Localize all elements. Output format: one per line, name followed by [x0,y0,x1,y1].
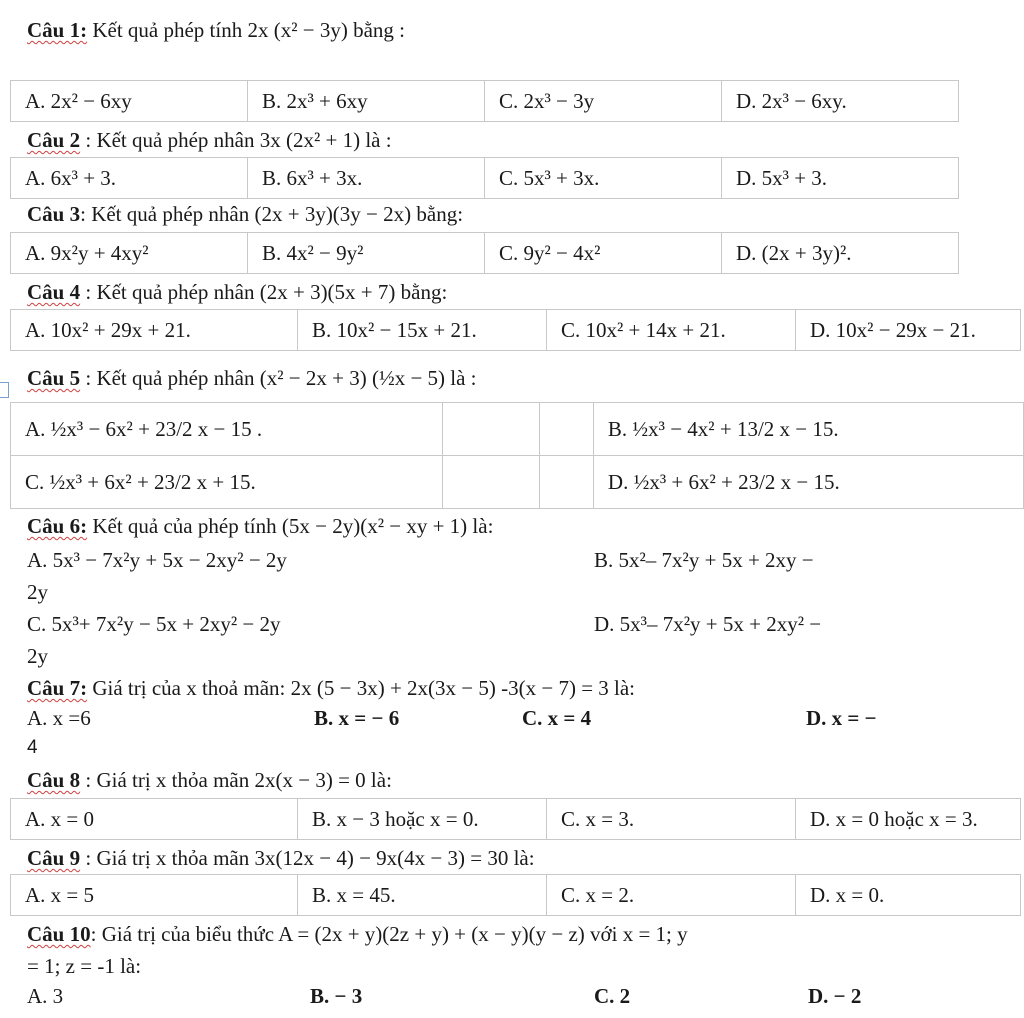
question-6-option-c[interactable]: C. 5x³+ 7x²y − 5x + 2xy² − 2y [27,612,281,636]
question-10-text: : Giá trị của biểu thức A = (2x + y)(2z + y) + (x − y)(y − z) với x = 1; y [90,922,688,946]
question-4-label: Câu 4 [27,280,81,304]
question-5-options [10,402,1024,509]
question-2-option-b[interactable]: B. 6x³ + 3x. [248,158,485,199]
question-7-option-d[interactable]: D. x = − [806,706,877,730]
question-6-option-d[interactable]: D. 5x³– 7x²y + 5x + 2xy² − [594,612,822,636]
question-2-option-d[interactable]: D. 5x³ + 3. [722,158,959,199]
question-8-options [10,798,1021,840]
question-5-label: Câu 5 [27,366,81,390]
question-10-text-cont: = 1; z = -1 là: [27,954,142,978]
question-7-text: Giá trị của x thoả mãn: 2x (5 − 3x) + 2x(3x − 5) -3(x − 7) = 3 là: [87,676,636,700]
question-4-option-a[interactable]: A. 10x² + 29x + 21. [11,310,298,351]
question-2-options [10,157,959,199]
question-5-option-c[interactable]: C. ½x³ + 6x² + 23/2 x + 15. [11,456,443,509]
question-10-option-d[interactable]: D. − 2 [808,984,862,1008]
question-8-option-c[interactable]: C. x = 3. [547,799,796,840]
question-2-option-c[interactable]: C. 5x³ + 3x. [485,158,722,199]
question-1-option-d[interactable]: D. 2x³ − 6xy. [722,81,959,122]
question-3-option-d[interactable]: D. (2x + 3y)². [722,233,959,274]
question-3 [27,200,463,228]
question-2-label: Câu 2 [27,128,81,152]
question-8-label: Câu 8 [27,768,81,792]
question-7-option-b[interactable]: B. x = − 6 [314,706,400,730]
question-3-text: : Kết quả phép nhân (2x + 3y)(3y − 2x) bằng: [80,202,464,226]
question-6-option-b-cont: 2y [27,580,48,604]
question-6-option-d-cont: 2y [27,644,48,668]
question-6-option-a[interactable]: A. 5x³ − 7x²y + 5x − 2xy² − 2y [27,548,287,572]
question-8-option-a[interactable]: A. x = 0 [11,799,298,840]
question-9-label: Câu 9 [27,846,81,870]
question-5 [27,364,477,392]
question-5-option-b[interactable]: B. ½x³ − 4x² + 13/2 x − 15. [593,403,1023,456]
question-9 [27,844,535,872]
question-10-option-b[interactable]: B. − 3 [310,984,363,1008]
question-5-text: : Kết quả phép nhân (x² − 2x + 3) (½x − 5) là : [80,366,477,390]
question-1 [27,16,405,44]
question-7-option-a[interactable]: A. x =6 [27,706,91,730]
question-7-option-d-cont: 4 [27,737,38,758]
question-5-option-d[interactable]: D. ½x³ + 6x² + 23/2 x − 15. [593,456,1023,509]
question-8 [27,766,392,794]
question-9-option-d[interactable]: D. x = 0. [796,875,1021,916]
question-4-option-c[interactable]: C. 10x² + 14x + 21. [547,310,796,351]
question-1-option-b[interactable]: B. 2x³ + 6xy [248,81,485,122]
question-9-text: : Giá trị x thỏa mãn 3x(12x − 4) − 9x(4x − 3) = 30 là: [80,846,535,870]
question-1-option-a[interactable]: A. 2x² − 6xy [11,81,248,122]
question-4-option-d[interactable]: D. 10x² − 29x − 21. [796,310,1021,351]
question-8-text: : Giá trị x thỏa mãn 2x(x − 3) = 0 là: [80,768,392,792]
question-6-option-b[interactable]: B. 5x²– 7x²y + 5x + 2xy − [594,548,814,572]
question-3-option-a[interactable]: A. 9x²y + 4xy² [11,233,248,274]
question-10-option-c[interactable]: C. 2 [594,984,631,1008]
question-5-option-a[interactable]: A. ½x³ − 6x² + 23/2 x − 15 . [11,403,443,456]
question-3-option-b[interactable]: B. 4x² − 9y² [248,233,485,274]
question-3-option-c[interactable]: C. 9y² − 4x² [485,233,722,274]
question-9-options [10,874,1021,916]
question-1-option-c[interactable]: C. 2x³ − 3y [485,81,722,122]
question-4-options [10,309,1021,351]
question-5-empty-cell [443,456,540,509]
question-3-label: Câu 3 [27,202,81,226]
question-5-empty-cell [443,403,540,456]
question-2 [27,126,392,154]
question-5-empty-cell [539,403,593,456]
question-6-label: Câu 6: [27,514,88,538]
question-2-text: : Kết quả phép nhân 3x (2x² + 1) là : [80,128,392,152]
question-5-empty-cell [539,456,593,509]
question-4 [27,278,447,306]
question-6-text: Kết quả của phép tính (5x − 2y)(x² − xy + 1) là: [87,514,494,538]
question-8-option-b[interactable]: B. x − 3 hoặc x = 0. [298,799,547,840]
question-1-text: Kết quả phép tính 2x (x² − 3y) bằng : [92,18,406,42]
question-3-options [10,232,959,274]
question-9-option-a[interactable]: A. x = 5 [11,875,298,916]
question-6 [27,512,493,540]
question-9-option-b[interactable]: B. x = 45. [298,875,547,916]
question-8-option-d[interactable]: D. x = 0 hoặc x = 3. [796,799,1021,840]
question-10 [27,920,688,948]
question-7-option-c[interactable]: C. x = 4 [522,706,592,730]
question-7 [27,674,635,702]
question-1-label: Câu 1: [27,18,88,42]
question-2-option-a[interactable]: A. 6x³ + 3. [11,158,248,199]
question-4-text: : Kết quả phép nhân (2x + 3)(5x + 7) bằng: [80,280,448,304]
question-10-option-a[interactable]: A. 3 [27,984,64,1008]
question-10-label: Câu 10 [27,922,91,946]
question-4-option-b[interactable]: B. 10x² − 15x + 21. [298,310,547,351]
question-9-option-c[interactable]: C. x = 2. [547,875,796,916]
question-1-options [10,80,959,122]
question-7-label: Câu 7: [27,676,88,700]
margin-marker [0,382,9,398]
